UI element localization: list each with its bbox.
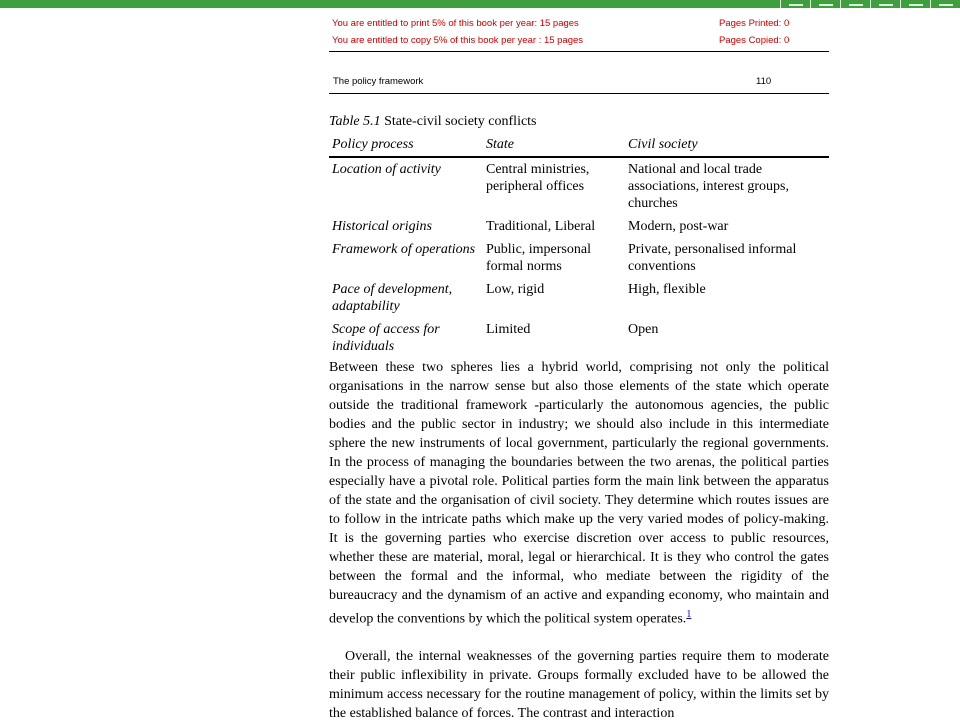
table-cell: Limited (486, 322, 531, 337)
table-cell: Location of activity (332, 162, 441, 177)
paragraph-text: Between these two spheres lies a hybrid world, comprising not only the political organisations in the narrow sense but also those elements of the state which operate outside the traditional framework -particularly the autonomous agencies, the public bodies and the public sector in industry; we should also include in this intermediate sphere the new instruments of local government, particularly the regional governments. In the process of managing the boundaries between the two arenas, the political parties especially have a pivotal role. Political parties form the main link between the apparatus of the state and the organisation of civil society. They determine which routes issues are to follow in the intricate paths which make up the very varied modes of policy-making. It is the governing parties who exercise discretion over access to public resources, whether these are material, moral, legal or hierarchical. It is they who control the gates between the formal and the informal, who mediate between the rigidity of the bureaucracy and the dynamism of an active and expanding economy, who maintain and develop the conventions by which the political system operates. (329, 360, 829, 627)
toolbar-icon (789, 0, 803, 6)
toolbar-button[interactable] (810, 0, 840, 8)
table-caption-label: Table 5.1 (329, 114, 381, 129)
table-cell: Central ministries, peripheral offices (486, 162, 590, 194)
table-cell: Framework of operations (332, 242, 476, 257)
table-cell: Modern, post-war (628, 219, 729, 234)
toolbar-button[interactable] (870, 0, 900, 8)
table-cell: Pace of development, adaptability (332, 282, 453, 314)
toolbar-icon (819, 0, 833, 6)
header-divider (329, 51, 829, 52)
table-header-row (329, 134, 829, 158)
table-row (329, 278, 829, 318)
pages-printed: Pages Printed: 0 (719, 18, 790, 29)
toolbar-button[interactable] (840, 0, 870, 8)
table-cell: Traditional, Liberal (486, 219, 596, 234)
toolbar-button[interactable] (930, 0, 960, 8)
toolbar-icon (879, 0, 893, 6)
running-title: The policy framework (333, 76, 424, 87)
table-cell: Scope of access for individuals (332, 322, 440, 354)
table-cell: Private, personalised informal conventions (628, 242, 797, 274)
header-policy-process: Policy process (332, 137, 414, 152)
header-state: State (486, 137, 514, 152)
table-row (329, 158, 829, 215)
top-toolbar (0, 0, 960, 8)
print-entitlement: You are entitled to print 5% of this book per year: 15 pages (332, 18, 579, 29)
toolbar-buttons (780, 0, 960, 8)
toolbar-icon (849, 0, 863, 6)
running-header-divider (329, 93, 829, 94)
toolbar-icon (939, 0, 953, 6)
table-cell: Historical origins (332, 219, 432, 234)
body-paragraph (329, 358, 829, 629)
header-civil-society: Civil society (628, 137, 698, 152)
toolbar-icon (909, 0, 923, 6)
table-cell: Low, rigid (486, 282, 545, 297)
footnote-link[interactable]: 1 (686, 609, 692, 620)
toolbar-button[interactable] (780, 0, 810, 8)
table-cell: Public, impersonal formal norms (486, 242, 591, 274)
pages-copied: Pages Copied: 0 (719, 35, 790, 46)
table-cell: Open (628, 322, 659, 337)
conflicts-table (329, 134, 829, 358)
paragraph-text: Overall, the internal weaknesses of the governing parties require them to moderate their public inflexibility in private. Groups formally excluded have to be allowed the minimum access necessary for the routine management of policy, within the limits set by the established balance of forces. The contrast and interaction (329, 649, 829, 721)
table-caption-title: State-civil society conflicts (380, 114, 537, 129)
table-row (329, 318, 829, 358)
table-cell: National and local trade associations, interest groups, churches (628, 162, 789, 211)
copy-entitlement: You are entitled to copy 5% of this book per year : 15 pages (332, 35, 584, 46)
table-row (329, 215, 829, 238)
toolbar-button[interactable] (900, 0, 930, 8)
body-paragraph (329, 647, 829, 723)
table-row (329, 238, 829, 278)
page-number: 110 (756, 76, 772, 87)
table-cell: High, flexible (628, 282, 706, 297)
table-caption (329, 114, 537, 130)
